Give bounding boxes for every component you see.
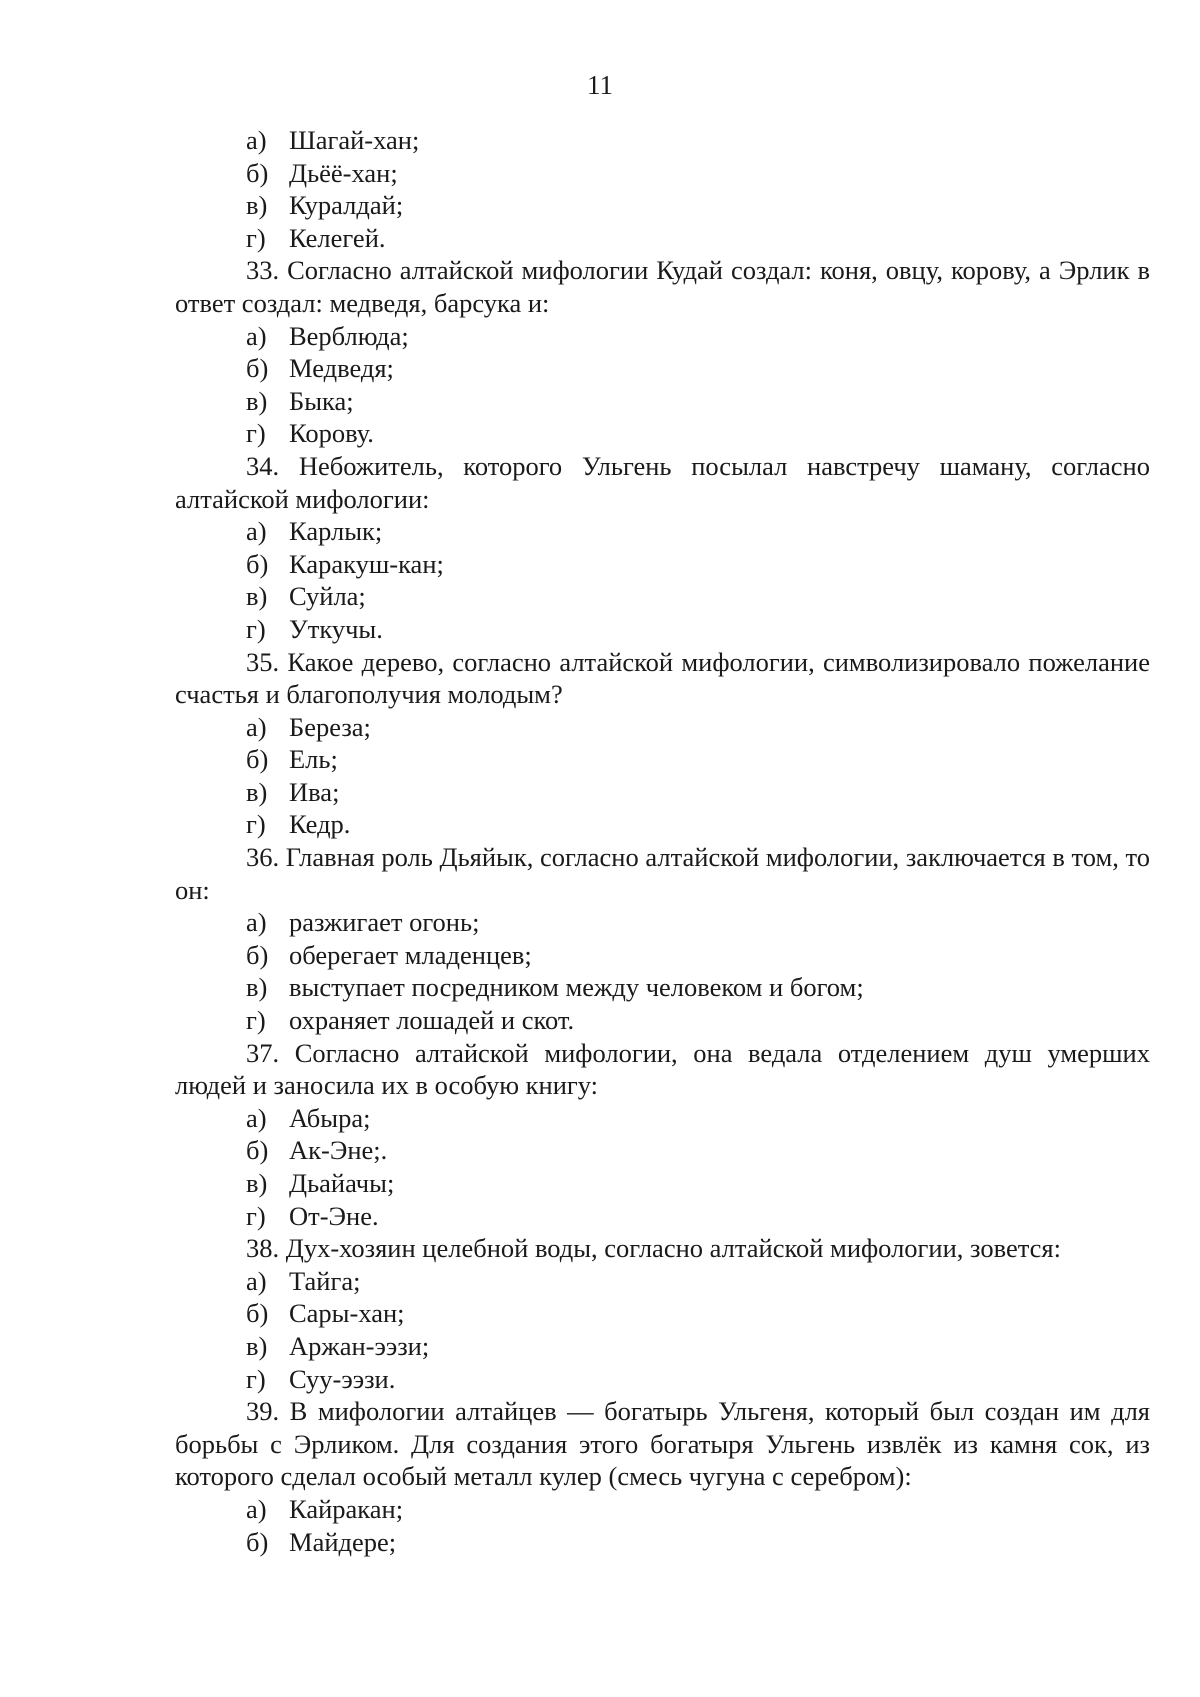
answer-option — [175, 189, 1150, 222]
option-letter: г) — [246, 418, 266, 449]
option-letter: б) — [246, 1135, 269, 1166]
answer-option — [175, 711, 1150, 744]
answer-option — [175, 515, 1150, 548]
option-text: охраняет лошадей и скот. — [289, 1005, 575, 1036]
answer-option — [175, 906, 1150, 939]
option-letter: г) — [246, 809, 266, 840]
question-options — [175, 1102, 1150, 1232]
question-text: 37. Согласно алтайской мифологии, она ведала отделением душ умерших людей и заносила их в особую книгу: — [175, 1037, 1150, 1101]
option-text: Уткучы. — [289, 613, 383, 644]
option-text: выступает посредником между человеком и богом; — [289, 972, 864, 1003]
question-options — [175, 906, 1150, 1036]
option-letter: б) — [246, 1526, 269, 1557]
option-text: Шагай-хан; — [289, 125, 420, 155]
answer-option — [175, 222, 1150, 255]
option-text: Дьёё-хан; — [289, 157, 398, 188]
option-text: оберегает младенцев; — [289, 939, 532, 970]
question-text: 35. Какое дерево, согласно алтайской мифологии, символизировало пожелание счастья и благополучия молодым? — [175, 646, 1150, 710]
option-text: Сары-хан; — [289, 1298, 405, 1329]
option-text: Суу-ээзи. — [289, 1363, 396, 1394]
option-letter: а) — [246, 516, 267, 547]
answer-option — [175, 1200, 1150, 1233]
option-letter: г) — [246, 1200, 266, 1231]
answer-option — [175, 124, 1150, 157]
option-letter: а) — [246, 711, 267, 742]
question-text: 33. Согласно алтайской мифологии Кудай создал: коня, овцу, корову, а Эрлик в ответ создал: медведя, барсука и: — [175, 255, 1150, 318]
option-text: Суйла; — [289, 581, 366, 612]
answer-option — [175, 1363, 1150, 1396]
question-33 — [175, 254, 1150, 450]
question-options — [175, 515, 1150, 645]
question-options — [175, 1493, 1150, 1558]
option-text: Куралдай; — [289, 190, 404, 221]
question-text: 39. В мифологии алтайцев — богатырь Ульгеня, который был создан им для борьбы с Эрликом. Для создания этого богатыря Ульгень извлёк из камня сок, из которого сделал особый металл кулер (смесь чугуна с серебром): — [175, 1396, 1150, 1492]
option-letter: в) — [246, 190, 268, 221]
answer-option — [175, 1493, 1150, 1526]
answer-option — [175, 580, 1150, 613]
answer-option — [175, 1297, 1150, 1330]
answer-option — [175, 743, 1150, 776]
option-letter: б) — [246, 939, 269, 970]
answer-option — [175, 1167, 1150, 1200]
option-letter: в) — [246, 972, 268, 1003]
option-text: Тайга; — [289, 1265, 361, 1296]
answer-option — [175, 1330, 1150, 1363]
answer-option — [175, 1102, 1150, 1135]
question-36 — [175, 841, 1150, 1037]
option-letter: в) — [246, 385, 268, 416]
question-options — [175, 320, 1150, 450]
answer-option — [175, 613, 1150, 646]
answer-option — [175, 776, 1150, 809]
option-letter: а) — [246, 1102, 267, 1133]
answer-option — [175, 385, 1150, 418]
question-options — [175, 711, 1150, 841]
answer-option — [175, 1526, 1150, 1559]
option-text: От-Эне. — [289, 1200, 379, 1231]
answer-option — [175, 939, 1150, 972]
option-text: Кедр. — [289, 809, 351, 840]
option-text: Келегей. — [289, 222, 386, 253]
option-text: Кайракан; — [289, 1493, 404, 1524]
option-letter: б) — [246, 744, 269, 775]
question-text: 34. Небожитель, которого Ульгень посылал навстречу шаману, согласно алтайской мифологии: — [175, 450, 1150, 514]
answer-option — [175, 1134, 1150, 1167]
question-37 — [175, 1037, 1150, 1233]
answer-option — [175, 157, 1150, 190]
option-text: Верблюда; — [289, 320, 409, 351]
answer-option — [175, 808, 1150, 841]
question-35 — [175, 646, 1150, 842]
answer-option — [175, 352, 1150, 385]
option-letter: б) — [246, 548, 269, 579]
option-letter: б) — [246, 1298, 269, 1329]
option-text: Ель; — [289, 744, 338, 775]
option-text: Быка; — [289, 385, 354, 416]
option-text: Дьайачы; — [289, 1168, 395, 1198]
option-letter: в) — [246, 1330, 268, 1361]
question-text: 38. Дух-хозяин целебной воды, согласно алтайской мифологии, зовется: — [246, 1233, 1061, 1264]
option-text: Майдере; — [289, 1526, 397, 1557]
option-text: Ива; — [289, 776, 340, 807]
question-options — [175, 1265, 1150, 1395]
answer-option — [175, 548, 1150, 581]
answer-option — [175, 320, 1150, 353]
option-text: Карлык; — [289, 516, 383, 547]
option-text: Абыра; — [289, 1102, 371, 1133]
answer-option — [175, 971, 1150, 1004]
document-content — [175, 124, 1150, 1558]
question-text: 36. Главная роль Дьяйык, согласно алтайской мифологии, заключается в том, то он: — [175, 842, 1150, 905]
option-text: Корову. — [289, 418, 374, 449]
option-letter: г) — [246, 613, 266, 644]
option-text: разжигает огонь; — [289, 907, 480, 938]
option-letter: а) — [246, 907, 267, 938]
answer-option — [175, 417, 1150, 450]
question-39 — [175, 1395, 1150, 1558]
prev-question-options — [175, 124, 1150, 254]
option-letter: в) — [246, 581, 268, 612]
option-text: Медведя; — [289, 353, 394, 384]
option-text: Аржан-ээзи; — [289, 1330, 430, 1361]
answer-option — [175, 1004, 1150, 1037]
option-letter: а) — [246, 125, 267, 155]
option-letter: а) — [246, 1265, 267, 1296]
option-letter: г) — [246, 1363, 266, 1394]
option-letter: а) — [246, 1493, 267, 1524]
page-number: 11 — [587, 70, 613, 100]
answer-option — [175, 1265, 1150, 1298]
option-letter: г) — [246, 222, 266, 253]
option-letter: в) — [246, 1168, 268, 1198]
option-text: Береза; — [289, 711, 371, 742]
option-text: Ак-Эне;. — [289, 1135, 388, 1166]
option-text: Каракуш-кан; — [289, 548, 444, 579]
question-34 — [175, 450, 1150, 646]
question-38 — [175, 1232, 1150, 1395]
option-letter: г) — [246, 1005, 266, 1036]
option-letter: б) — [246, 157, 269, 188]
option-letter: б) — [246, 353, 269, 384]
option-letter: а) — [246, 320, 267, 351]
option-letter: в) — [246, 776, 268, 807]
